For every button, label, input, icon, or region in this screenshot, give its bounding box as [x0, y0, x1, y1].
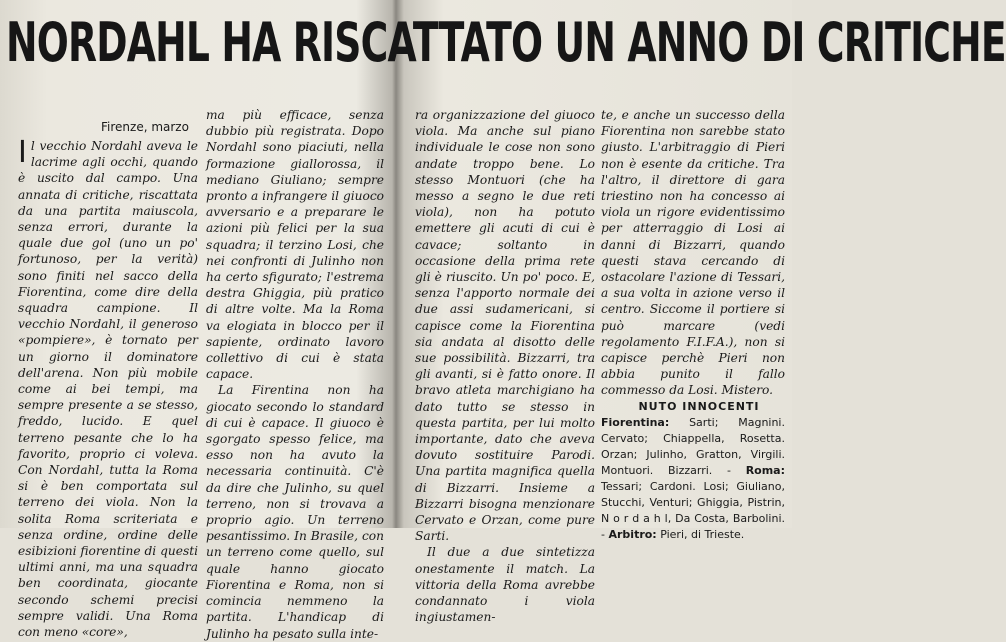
column-4-paragraph-1: te, e anche un successo della Fiorentina non sarebbe stato giusto. L'arbitraggio di Pieri non è esente da critiche. Tra l'altro, il direttore di gara triestino non ha concesso ai viola un rigore evidentissimo per atterraggio di Losi ai danni di Bizzarri, quando questi stava cercando di ostacolare l'azione di Tessari, a sua volta in azione verso il centro. Siccome il portiere si può marcare (vedi regolamento F.I.F.A.), non si capisce perchè Pieri non abbia punito il fallo commesso da Losi. Mistero. — [601, 108, 785, 398]
roma-label: Roma: — [745, 463, 785, 477]
arbitro-name: Pieri, di Trieste. — [660, 527, 745, 541]
dateline: Firenze, marzo — [101, 120, 189, 134]
drop-cap: I — [18, 135, 27, 170]
fiorentina-label: Fiorentina: — [601, 415, 670, 429]
article-column-4 — [601, 107, 785, 543]
headline: NORDAHL HA RISCATTATO UN ANNO DI CRITICHE — [6, 10, 1006, 74]
column-2-paragraph-2: La Firentina non ha giocato secondo lo standard di cui è capace. Il giuoco è sgorgato spesso felice, ma esso non ha avuto la necessaria continuità. C'è da dire che Julinho, su quel terreno, non si trovava a proprio agio. Un terreno pesantissimo. In Brasile, con un terreno come quello, sul quale hanno giocato Fiorentina e Roma, non si comincia nemmeno la partita. L'handicap di Julinho ha pesato sulla inte- — [206, 383, 384, 641]
article-column-2 — [206, 107, 384, 642]
article-column-1 — [18, 135, 198, 640]
author-signature: NUTO INNOCENTI — [638, 399, 760, 413]
column-3-paragraph-2: Il due a due sintetizza onestamente il match. La vittoria della Roma avrebbe condannato i viola ingiustamen- — [415, 545, 595, 625]
column-2-paragraph-1: ma più efficace, senza dubbio più registrata. Dopo Nordahl sono piaciuti, nella formazione giallorossa, il mediano Giuliano; sempre pronto a infrangere il giuoco avversario e a preparare le azioni più felici per la sua squadra; il terzino Losi, che nei confronti di Julinho non ha certo sfigurato; l'estrema destra Ghiggia, più pratico di altre volte. Ma la Roma va elogiata in blocco per il sapiente, ordinato lavoro collettivo di cui è stata capace. — [206, 108, 384, 382]
article-column-3 — [415, 107, 595, 626]
fiorentina-players: Sarti; Magnini. Cervato; Chiappella, Rosetta. Orzan; Julinho, Gratton, Virgili. Montuori. Bizzarri. - — [601, 415, 785, 477]
roma-players: Tessari; Cardoni. Losi; Giuliano, Stucchi, Venturi; Ghiggia, Pistrin, N o r d a h l, Da Costa, Barbolini. - — [601, 479, 785, 541]
column-1-text: l vecchio Nordahl aveva le lacrime agli occhi, quando è uscito dal campo. Una annata di critiche, riscattata da una partita maiuscola, senza errori, durante la quale due gol (uno un po' fortunoso, per la verità) sono finiti nel sacco della Fiorentina, come dire della squadra campione. Il vecchio Nordahl, il generoso «pompiere», è tornato per un giorno il dominatore dell'arena. Non più mobile come ai bei tempi, ma sempre presente a se stesso, freddo, lucido. E quel terreno pesante che lo ha favorito, proprio ci voleva. Con Nordahl, tutta la Roma si è ben comportata sul terreno dei viola. Non la solita Roma scriteriata e senza ordine, ordine delle esibizioni fiorentine di questi ultimi anni, ma una squadra ben coordinata, giocante secondo schemi precisi sempre validi. Una Roma con meno «core», — [18, 139, 198, 640]
arbitro-label: Arbitro: — [608, 527, 657, 541]
lineups — [601, 415, 785, 543]
column-3-paragraph-1: ra organizzazione del giuoco viola. Ma anche sul piano individuale le cose non sono andate troppo bene. Lo stesso Montuori (che ha messo a segno le due reti viola), non ha potuto emettere gli acuti di cui è cavace; soltanto in occasione della prima rete gli è riuscito. Un po' poco. E, senza l'apporto normale dei due assi sudamericani, si capisce come la Fiorentina sia andata al disotto delle sue possibilità. Bizzarri, tra gli avanti, si è fatto onore. Il bravo atleta marchigiano ha dato tutto se stesso in questa partita, per lui molto importante, dato che aveva dovuto sostituire Parodi. Una partita magnifica quella di Bizzarri. Insieme a Bizzarri bisogna menzionare Cervato e Orzan, come pure Sarti. — [415, 108, 595, 544]
